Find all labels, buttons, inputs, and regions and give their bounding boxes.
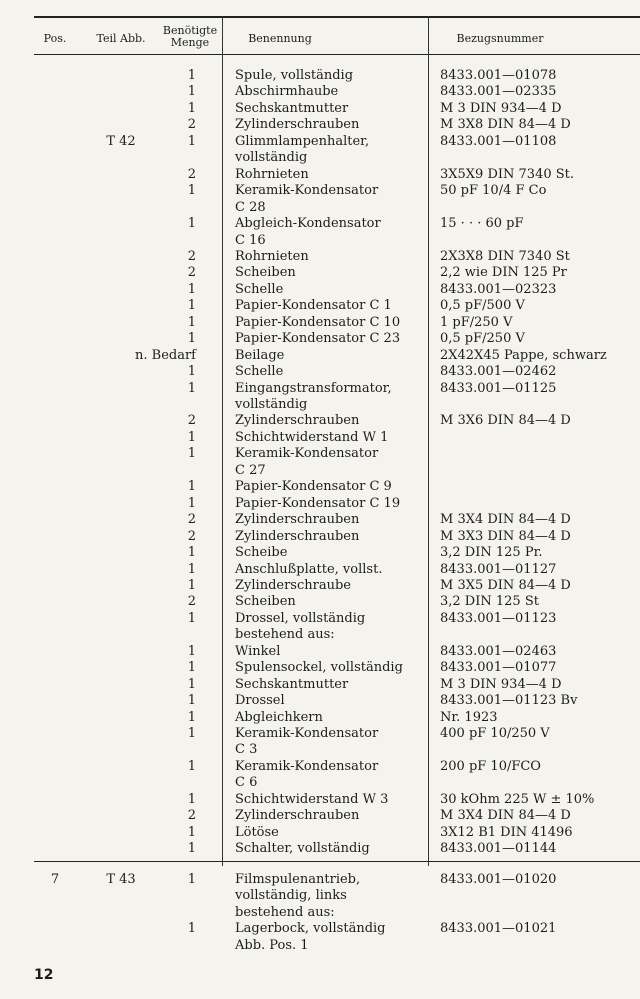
row-bezugsnummer: 3,2 DIN 125 Pr.	[440, 545, 543, 561]
row-menge: 2	[187, 248, 196, 264]
row-bezugsnummer: M 3X5 DIN 84—4 D	[440, 577, 571, 593]
row-benennung: Schelle	[235, 364, 284, 380]
row-menge: 1	[187, 298, 196, 314]
table-row	[0, 512, 640, 528]
row-menge: 1	[187, 133, 196, 149]
table-row	[0, 117, 640, 133]
row-menge: 1	[187, 545, 196, 561]
row-menge: 1	[187, 429, 196, 445]
table-row	[0, 545, 640, 561]
table-row	[0, 397, 640, 413]
table-row	[0, 562, 640, 578]
row-bezugsnummer: 8433.001—01127	[440, 561, 557, 577]
row-menge: 1	[187, 495, 196, 511]
table-row	[0, 446, 640, 462]
row-benennung: Abschirmhaube	[235, 84, 339, 100]
row-benennung: C 3	[235, 742, 258, 758]
header-menge	[155, 25, 225, 49]
table-row	[0, 315, 640, 331]
header-benennung: Benennung	[248, 32, 312, 45]
row-benennung: Rohrnieten	[235, 248, 309, 264]
row-benennung: Sechskantmutter	[235, 100, 349, 116]
table-row	[0, 430, 640, 446]
row-menge: 2	[187, 528, 196, 544]
row-bezugsnummer: 8433.001—01108	[440, 133, 557, 149]
row-bezugsnummer: 2,2 wie DIN 125 Pr	[440, 265, 567, 281]
row-bezugsnummer: M 3X6 DIN 84—4 D	[440, 413, 571, 429]
table-row	[0, 905, 640, 921]
row-bezugsnummer: 8433.001—01020	[440, 872, 557, 887]
row-menge: 1	[187, 660, 196, 676]
table-row	[0, 381, 640, 397]
row-bezugsnummer: 1 pF/250 V	[440, 314, 513, 330]
row-bezugsnummer: 8433.001—01125	[440, 380, 557, 396]
row-bezugsnummer: 200 pF 10/FCO	[440, 758, 541, 774]
table-row	[0, 594, 640, 610]
row-menge: 2	[187, 265, 196, 281]
row-menge: 1	[187, 68, 196, 83]
row-bezugsnummer: 8433.001—02462	[440, 364, 557, 380]
row-bezugsnummer: 30 kOhm 225 W ± 10%	[440, 791, 595, 807]
row-menge: 1	[187, 824, 196, 840]
row-benennung: Zylinderschrauben	[235, 808, 360, 824]
row-bezugsnummer: 3X12 B1 DIN 41496	[440, 824, 573, 840]
row-benennung: Drossel	[235, 693, 285, 709]
row-menge: 2	[187, 166, 196, 182]
row-menge: 2	[187, 117, 196, 133]
table-row	[0, 611, 640, 627]
row-benennung: Winkel	[235, 643, 281, 659]
table-row	[0, 921, 640, 937]
table-row	[0, 479, 640, 495]
table-row	[0, 200, 640, 216]
row-bezugsnummer: 8433.001—02463	[440, 643, 557, 659]
row-bezugsnummer: 8433.001—01123 Bv	[440, 693, 578, 709]
table-row	[0, 825, 640, 841]
row-teil-abb: T 42	[106, 133, 136, 149]
table-row	[0, 68, 640, 84]
row-menge: 1	[187, 100, 196, 116]
header-teil-abb: Teil Abb.	[96, 32, 146, 45]
row-benennung: Rohrnieten	[235, 166, 309, 182]
table-row	[0, 660, 640, 676]
row-bezugsnummer: 8433.001—01123	[440, 610, 557, 626]
table-row	[0, 463, 640, 479]
row-menge: 1	[187, 281, 196, 297]
row-menge: 2	[187, 808, 196, 824]
row-benennung: Scheiben	[235, 265, 296, 281]
row-menge: 1	[187, 314, 196, 330]
table-row	[0, 265, 640, 281]
row-bezugsnummer: M 3X8 DIN 84—4 D	[440, 117, 571, 133]
row-bezugsnummer: 8433.001—01021	[440, 921, 557, 937]
row-benennung: Filmspulenantrieb,	[235, 872, 361, 887]
table-row	[0, 183, 640, 199]
table-row	[0, 496, 640, 512]
table-row	[0, 298, 640, 314]
row-benennung: Glimmlampenhalter,	[235, 133, 370, 149]
table-row	[0, 578, 640, 594]
row-menge: 1	[187, 921, 196, 937]
row-teil-abb: T 43	[106, 872, 136, 887]
row-benennung: vollständig, links	[235, 888, 347, 904]
row-menge: 2	[187, 512, 196, 528]
row-menge: 1	[187, 577, 196, 593]
row-benennung: Scheiben	[235, 594, 296, 610]
table-row	[0, 150, 640, 166]
row-menge: 2	[187, 594, 196, 610]
row-pos: 7	[50, 872, 60, 887]
row-benennung: Keramik-Kondensator	[235, 726, 379, 741]
row-benennung: Lagerbock, vollständig	[235, 921, 386, 937]
row-benennung: Abb. Pos. 1	[235, 937, 309, 953]
row-bezugsnummer: 8433.001—01144	[440, 841, 557, 857]
table-row	[0, 888, 640, 904]
table-row	[0, 282, 640, 298]
row-menge: 1	[187, 331, 196, 347]
table-row	[0, 364, 640, 380]
row-benennung: Papier-Kondensator C 9	[235, 479, 392, 495]
row-benennung: Spule, vollständig	[235, 68, 354, 83]
row-benennung: Abgleich-Kondensator	[235, 216, 381, 232]
row-benennung: Papier-Kondensator C 19	[235, 495, 401, 511]
row-benennung: Schalter, vollständig	[235, 841, 370, 857]
row-benennung: Scheibe	[235, 545, 288, 561]
row-menge: n. Bedarf	[135, 347, 196, 363]
row-benennung: Schelle	[235, 281, 284, 297]
table-row	[0, 775, 640, 791]
row-benennung: Eingangstransformator,	[235, 380, 392, 396]
row-menge: 1	[187, 183, 196, 199]
row-benennung: Keramik-Kondensator	[235, 183, 379, 199]
row-menge: 1	[187, 561, 196, 577]
table-row	[0, 710, 640, 726]
row-benennung: vollständig	[235, 397, 308, 412]
table-row	[0, 348, 640, 364]
table-row	[0, 808, 640, 824]
table-row	[0, 841, 640, 857]
row-benennung: Zylinderschrauben	[235, 512, 360, 528]
header-menge-line1: Benötigte	[162, 24, 218, 37]
table-row	[0, 249, 640, 265]
section-rule	[34, 861, 640, 862]
row-benennung: Keramik-Kondensator	[235, 446, 379, 462]
row-menge: 1	[187, 709, 196, 725]
top-rule	[34, 16, 640, 18]
row-benennung: C 28	[235, 199, 266, 215]
table-row	[0, 216, 640, 232]
row-bezugsnummer: M 3X3 DIN 84—4 D	[440, 528, 571, 544]
row-benennung: Schichtwiderstand W 3	[235, 791, 389, 807]
row-benennung: Keramik-Kondensator	[235, 758, 379, 774]
row-bezugsnummer: M 3X4 DIN 84—4 D	[440, 808, 571, 824]
row-bezugsnummer: 8433.001—02323	[440, 281, 557, 297]
table-row	[0, 742, 640, 758]
row-menge: 1	[187, 791, 196, 807]
row-bezugsnummer: M 3X4 DIN 84—4 D	[440, 512, 571, 528]
page-number: 12	[34, 967, 54, 983]
row-benennung: Papier-Kondensator C 23	[235, 331, 401, 347]
row-bezugsnummer: M 3 DIN 934—4 D	[440, 100, 562, 116]
row-bezugsnummer: 2X42X45 Pappe, schwarz	[440, 347, 607, 363]
row-benennung: Lötöse	[235, 824, 279, 840]
row-bezugsnummer: 3X5X9 DIN 7340 St.	[440, 166, 574, 182]
row-bezugsnummer: M 3 DIN 934—4 D	[440, 676, 562, 692]
header-pos: Pos.	[43, 32, 67, 45]
row-benennung: Abgleichkern	[235, 709, 323, 725]
row-benennung: bestehend aus:	[235, 627, 335, 643]
row-benennung: Sechskantmutter	[235, 676, 349, 692]
table-row	[0, 84, 640, 100]
table-row	[0, 938, 640, 954]
row-benennung: Papier-Kondensator C 10	[235, 314, 401, 330]
row-menge: 1	[187, 446, 196, 462]
row-benennung: Zylinderschrauben	[235, 117, 360, 133]
row-benennung: vollständig	[235, 150, 308, 166]
row-menge: 1	[187, 841, 196, 857]
row-menge: 1	[187, 693, 196, 709]
row-menge: 1	[187, 380, 196, 396]
table-row	[0, 331, 640, 347]
table-row	[0, 644, 640, 660]
row-bezugsnummer: 3,2 DIN 125 St	[440, 594, 539, 610]
row-benennung: Papier-Kondensator C 1	[235, 298, 392, 314]
row-bezugsnummer: 8433.001—01078	[440, 68, 557, 83]
table-row	[0, 413, 640, 429]
row-benennung: Zylinderschrauben	[235, 413, 360, 429]
header-rule	[34, 54, 640, 55]
row-menge: 1	[187, 216, 196, 232]
table-row	[0, 792, 640, 808]
row-menge: 1	[187, 758, 196, 774]
row-benennung: Zylinderschrauben	[235, 528, 360, 544]
row-benennung: Drossel, vollständig	[235, 610, 366, 626]
row-bezugsnummer: 8433.001—02335	[440, 84, 557, 100]
row-bezugsnummer: 0,5 pF/250 V	[440, 331, 525, 347]
header-bezugsnummer: Bezugsnummer	[456, 32, 544, 45]
table-row	[0, 872, 640, 888]
row-menge: 1	[187, 643, 196, 659]
row-menge: 1	[187, 364, 196, 380]
row-benennung: Spulensockel, vollständig	[235, 660, 403, 676]
row-menge: 1	[187, 84, 196, 100]
row-benennung: C 6	[235, 775, 258, 791]
row-menge: 1	[187, 872, 196, 887]
row-menge: 1	[187, 479, 196, 495]
row-benennung: Anschlußplatte, vollst.	[235, 561, 383, 577]
row-bezugsnummer: 50 pF 10/4 F Co	[440, 183, 547, 199]
row-bezugsnummer: 2X3X8 DIN 7340 St	[440, 248, 570, 264]
row-benennung: Schichtwiderstand W 1	[235, 429, 389, 445]
row-bezugsnummer: 15 · · · 60 pF	[440, 216, 524, 232]
row-menge: 1	[187, 676, 196, 692]
row-menge: 1	[187, 726, 196, 741]
table-row	[0, 693, 640, 709]
row-bezugsnummer: 0,5 pF/500 V	[440, 298, 525, 314]
table-row	[0, 627, 640, 643]
table-row	[0, 726, 640, 742]
table-row	[0, 759, 640, 775]
table-row	[0, 529, 640, 545]
table-row	[0, 167, 640, 183]
row-menge: 1	[187, 610, 196, 626]
row-benennung: Beilage	[235, 347, 285, 363]
row-bezugsnummer: Nr. 1923	[440, 709, 498, 725]
table-row	[0, 233, 640, 249]
row-benennung: bestehend aus:	[235, 904, 335, 920]
row-bezugsnummer: 400 pF 10/250 V	[440, 726, 550, 741]
row-benennung: C 16	[235, 232, 266, 248]
table-row	[0, 101, 640, 117]
row-menge: 2	[187, 413, 196, 429]
table-row	[0, 677, 640, 693]
row-bezugsnummer: 8433.001—01077	[440, 660, 557, 676]
row-benennung: Zylinderschraube	[235, 577, 351, 593]
header-menge-line2: Menge	[170, 36, 210, 49]
table-row	[0, 134, 640, 150]
row-benennung: C 27	[235, 462, 266, 478]
